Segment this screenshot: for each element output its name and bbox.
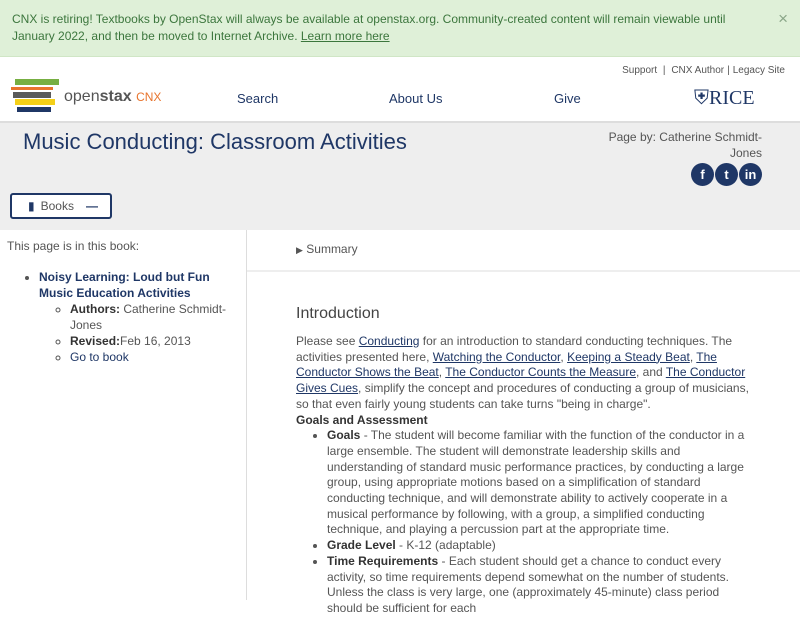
openstax-logo-icon[interactable] (11, 79, 61, 113)
legacy-site-link[interactable]: Legacy Site (732, 65, 785, 76)
summary-divider (247, 270, 800, 272)
item-label: Goals (327, 428, 361, 443)
social-links (691, 163, 762, 186)
retirement-banner (0, 0, 800, 57)
top-nav (0, 57, 800, 123)
conductor-shows-the-beat-link[interactable]: The Conductor Shows the Beat (296, 349, 717, 380)
summary-toggle[interactable] (296, 242, 358, 256)
conducting-link[interactable]: Conducting (358, 334, 420, 348)
main-content (296, 304, 756, 617)
keeping-a-steady-beat-link[interactable]: Keeping a Steady Beat (567, 349, 690, 364)
books-label: Books (40, 199, 74, 213)
book-item (39, 269, 242, 365)
nav-about-us[interactable]: About Us (389, 91, 443, 106)
revised-label: Revised: (70, 334, 121, 348)
text: , and (636, 365, 666, 380)
goals-heading: Goals and Assessment (296, 412, 428, 427)
support-link[interactable]: Support (622, 65, 658, 76)
list-item (327, 554, 756, 617)
facebook-icon[interactable]: f (691, 163, 714, 186)
sidebar-divider (246, 230, 247, 600)
text: , (689, 349, 697, 364)
book-icon: ▮ (28, 199, 35, 213)
book-authors (70, 301, 242, 333)
logo-open: open (64, 88, 100, 105)
item-label: Time Requirements (327, 553, 439, 568)
revised-value: Feb 16, 2013 (120, 334, 191, 348)
item-label: Grade Level (327, 538, 396, 553)
twitter-icon[interactable]: t (715, 163, 738, 186)
text: Please see (296, 334, 359, 348)
text: , simplify the concept and procedures of conducting a group of musicians, so that even fairly young students can take turns "being in charge". (296, 381, 749, 411)
cnx-author-link[interactable]: CNX Author (671, 65, 725, 76)
logo-stax: stax (99, 88, 132, 105)
authors-value: Catherine Schmidt-Jones (70, 302, 227, 332)
utility-links: Support | CNX Author | Legacy Site (619, 65, 788, 76)
go-to-book-link[interactable]: Go to book (70, 350, 129, 364)
banner-text: CNX is retiring! Textbooks by OpenStax will always be available at openstax.org. Community-created content will remain viewable until January 2022, and then be moved to Internet Archive. (12, 12, 726, 43)
page-title: Music Conducting: Classroom Activities (23, 129, 407, 154)
section-heading: Introduction (296, 305, 380, 322)
triangle-right-icon: ▶ (296, 245, 303, 255)
intro-paragraph (296, 334, 756, 413)
close-icon[interactable]: × (778, 9, 788, 28)
books-toggle-button[interactable] (10, 193, 112, 219)
summary-label: Summary (306, 242, 358, 256)
rice-text: RICE (709, 87, 755, 109)
item-text: - Each student should get a chance to conduct every activity, so time requirements depend somewhat on the number of students. Unless the class is very large, one (approximately 45-minute) class period should be sufficient for each (327, 553, 729, 615)
minus-icon: — (85, 199, 98, 213)
learn-more-link[interactable]: Learn more here (300, 29, 390, 43)
sidebar-intro: This page is in this book: (7, 239, 140, 253)
watching-the-conductor-link[interactable]: Watching the Conductor (432, 349, 561, 364)
text: , (560, 349, 568, 364)
conductor-counts-the-measure-link[interactable]: The Conductor Counts the Measure (445, 365, 636, 380)
conductor-gives-cues-link[interactable]: The Conductor Gives Cues (296, 365, 746, 396)
nav-search[interactable]: Search (237, 91, 279, 106)
item-text: - The student will become familiar with the function of the conductor in a large ensemble. The student will demonstrate leadership skills and understanding of standard music performance practices, by conducting a large group, using appropriate motions based on a simplification of standard conducting technique, and will demonstrate ability to actively cooperate in a musical performance by following, with a group, a simplified conducting technique, and playing a percussion part at the appropriate time. (327, 428, 745, 537)
authors-label: Authors: (70, 302, 120, 316)
openstax-logo-text[interactable] (64, 88, 161, 106)
text: , (438, 365, 446, 380)
book-sidebar (7, 238, 242, 365)
text: for an introduction to standard conducting techniques. The activities presented here, (296, 334, 733, 364)
list-item (327, 538, 756, 554)
book-title-link[interactable]: Noisy Learning: Loud but Fun Music Education Activities (39, 270, 210, 300)
rice-logo[interactable]: ⛨RICE (694, 87, 755, 109)
list-item (327, 428, 756, 538)
item-text: - K-12 (adaptable) (395, 538, 496, 553)
linkedin-icon[interactable]: in (739, 163, 762, 186)
nav-give[interactable]: Give (554, 91, 581, 106)
logo-cnx: CNX (136, 90, 162, 104)
page-author: Page by: Catherine Schmidt-Jones (608, 130, 762, 160)
book-revised (70, 333, 242, 349)
